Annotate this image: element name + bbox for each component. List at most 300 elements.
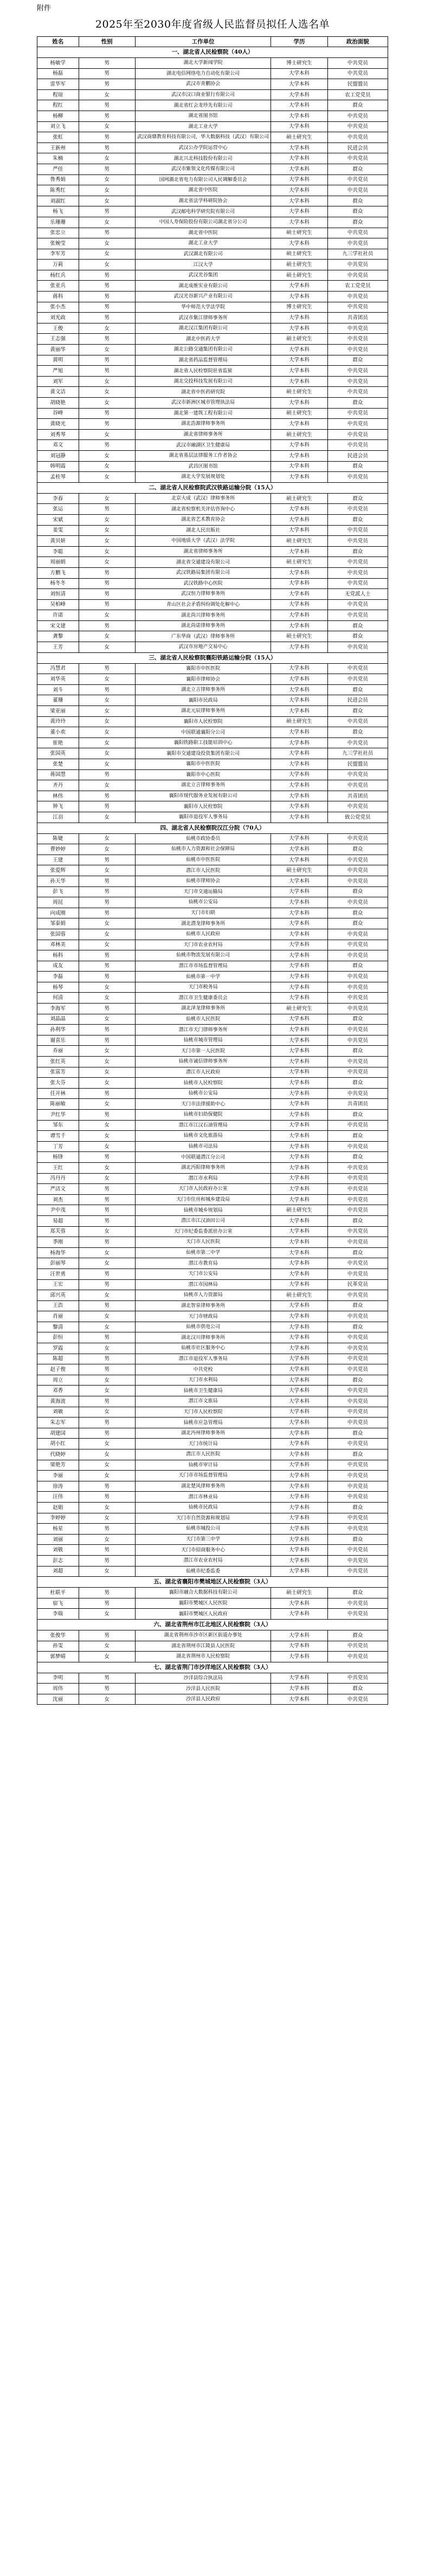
gender-cell: 男: [79, 68, 135, 79]
unit-cell: 襄阳市中心医院: [135, 769, 271, 780]
unit-cell: 湖北立言律师事务所: [135, 684, 271, 695]
gender-cell: 女: [79, 217, 135, 228]
gender-cell: 男: [79, 440, 135, 451]
unit-cell: 天门市公安局: [135, 1268, 271, 1279]
gender-cell: 男: [79, 281, 135, 292]
gender-cell: 男: [79, 143, 135, 153]
political-status-cell: 中共党员: [327, 1396, 388, 1407]
name-cell: 程红: [37, 100, 79, 111]
unit-cell: 潜江市江汉油田公司: [135, 1215, 271, 1226]
name-cell: 刘超: [37, 1566, 79, 1577]
gender-cell: 女: [79, 940, 135, 950]
political-status-cell: 民盟盟员: [327, 759, 388, 770]
education-cell: 大学本科: [271, 908, 327, 918]
name-cell: 周伟: [37, 1684, 79, 1694]
education-cell: 大学本科: [271, 727, 327, 738]
table-row: [37, 940, 388, 950]
name-cell: 张婉莹: [37, 238, 79, 249]
gender-cell: 女: [79, 631, 135, 642]
gender-cell: 女: [79, 345, 135, 355]
political-status-cell: 中共党员: [327, 1162, 388, 1173]
unit-cell: 潜江市园林局: [135, 1279, 271, 1290]
education-cell: 大学本科: [271, 196, 327, 206]
gender-cell: 男: [79, 228, 135, 238]
table-row: [37, 759, 388, 770]
table-row: [37, 249, 388, 260]
table-row: [37, 1598, 388, 1609]
unit-cell: 武汉铁路中心医院: [135, 578, 271, 589]
unit-cell: 中国地质大学（武汉）法学院: [135, 536, 271, 547]
name-cell: 刘立飞: [37, 121, 79, 132]
unit-cell: 武汉市汉口商业银行有限公司: [135, 89, 271, 100]
gender-cell: 女: [79, 185, 135, 196]
nominee-table: [37, 36, 388, 1705]
name-cell: 刘华英: [37, 674, 79, 685]
political-status-cell: 中共党员: [327, 865, 388, 876]
table-row: [37, 1247, 388, 1258]
table-row: [37, 1290, 388, 1301]
political-status-cell: 中共党员: [327, 1652, 388, 1662]
table-row: [37, 1088, 388, 1099]
table-row: [37, 302, 388, 313]
gender-cell: 女: [79, 472, 135, 483]
education-cell: 大学本科: [271, 174, 327, 185]
unit-cell: 襄阳市中医医院: [135, 663, 271, 674]
table-row: [37, 972, 388, 982]
unit-cell: 仙桃市妇幼保健院: [135, 1110, 271, 1121]
name-cell: 宋文建: [37, 620, 79, 631]
political-status-cell: 民进会员: [327, 450, 388, 461]
name-cell: 代晓婷: [37, 1449, 79, 1460]
unit-cell: 武汉湖北有限公司: [135, 249, 271, 260]
table-row: [37, 748, 388, 759]
table-row: [37, 270, 388, 281]
unit-cell: 仙桃市律师协会: [135, 876, 271, 886]
political-status-cell: 群众: [327, 620, 388, 631]
political-status-cell: 中共党员: [327, 228, 388, 238]
table-row: [37, 886, 388, 897]
name-cell: 黄晓光: [37, 419, 79, 430]
gender-cell: 女: [79, 1641, 135, 1652]
political-status-cell: 中共党员: [327, 1205, 388, 1216]
unit-cell: 湖北省艺术教育协会: [135, 514, 271, 525]
table-row: [37, 610, 388, 621]
name-cell: 严佳: [37, 164, 79, 174]
unit-cell: 仙桃市中医医院: [135, 855, 271, 865]
political-status-cell: 中共党员: [327, 567, 388, 578]
unit-cell: 湖北第一建筑工程有限公司: [135, 408, 271, 419]
education-cell: 大学本科: [271, 1354, 327, 1364]
education-cell: 大学本科: [271, 1088, 327, 1099]
name-cell: 尹红华: [37, 1110, 79, 1121]
name-cell: 刘斗: [37, 684, 79, 695]
gender-cell: 男: [79, 1110, 135, 1121]
political-status-cell: 群众: [327, 706, 388, 717]
table-row: [37, 1513, 388, 1524]
table-row: [37, 1162, 388, 1173]
unit-cell: 中国联通襄阳分公司: [135, 727, 271, 738]
education-cell: 硕士研究生: [271, 1588, 327, 1598]
gender-cell: 女: [79, 1141, 135, 1152]
name-cell: 张运: [37, 504, 79, 515]
political-status-cell: 中共党员: [327, 950, 388, 961]
education-cell: 大学本科: [271, 737, 327, 748]
gender-cell: 女: [79, 238, 135, 249]
unit-cell: 湖北汉江集团有限公司: [135, 323, 271, 334]
table-row: [37, 174, 388, 185]
name-cell: 汪世勇: [37, 1268, 79, 1279]
name-cell: 李婷婷: [37, 1513, 79, 1524]
education-cell: 大学本科: [271, 185, 327, 196]
political-status-cell: 中共党员: [327, 472, 388, 483]
unit-cell: 湖北楚风律师事务所: [135, 1481, 271, 1492]
table-row: [37, 1035, 388, 1046]
name-cell: 成友: [37, 961, 79, 972]
gender-cell: 男: [79, 292, 135, 302]
unit-cell: 湖北沔州律师事务所: [135, 1428, 271, 1439]
gender-cell: 男: [79, 599, 135, 610]
table-row: [37, 68, 388, 79]
unit-cell: 武汉市房地产交易中心: [135, 642, 271, 653]
political-status-cell: 中共党员: [327, 897, 388, 908]
unit-cell: 沙洋县综合执法局: [135, 1673, 271, 1684]
education-cell: 大学本科: [271, 844, 327, 855]
unit-cell: 湖北省荆州市沙市区新区街道办事处: [135, 1630, 271, 1641]
gender-cell: 男: [79, 567, 135, 578]
unit-cell: 潜江市水利局: [135, 1173, 271, 1184]
name-cell: 李聪: [37, 546, 79, 557]
education-cell: 大学本科: [271, 546, 327, 557]
education-cell: 大学本科: [271, 514, 327, 525]
unit-cell: 仙桃市供电公司: [135, 1322, 271, 1332]
education-cell: 大学本科: [271, 1057, 327, 1067]
name-cell: 张国英: [37, 748, 79, 759]
unit-cell: 襄阳市人民检察院: [135, 716, 271, 727]
gender-cell: 女: [79, 557, 135, 568]
name-cell: 邓香: [37, 1386, 79, 1396]
unit-cell: 仙桃市公安局: [135, 1088, 271, 1099]
name-cell: 李春: [37, 493, 79, 504]
political-status-cell: 中共党员: [327, 419, 388, 430]
name-cell: 刘敬: [37, 1545, 79, 1556]
name-cell: 张楚: [37, 759, 79, 770]
unit-cell: 中国人寿保险股份有限公司湖北省分公司: [135, 217, 271, 228]
name-cell: 李明: [37, 1673, 79, 1684]
gender-cell: 男: [79, 302, 135, 313]
education-cell: 大学本科: [271, 1194, 327, 1205]
unit-cell: 武汉商鼎教育科技有限公司，华大数据科技（武汉）有限公司: [135, 132, 271, 143]
gender-cell: 男: [79, 620, 135, 631]
table-row: [37, 780, 388, 791]
political-status-cell: 中共党员: [327, 1386, 388, 1396]
table-row: [37, 153, 388, 164]
table-row: [37, 472, 388, 483]
gender-cell: 女: [79, 716, 135, 727]
table-row: [37, 1502, 388, 1513]
unit-cell: 天门市纪委监委派驻办公室: [135, 1226, 271, 1237]
political-status-cell: 中共党员: [327, 1004, 388, 1014]
table-row: [37, 1237, 388, 1248]
education-cell: 大学本科: [271, 780, 327, 791]
unit-cell: 襄阳铁路职工技能培训中心: [135, 737, 271, 748]
table-row: [37, 132, 388, 143]
name-cell: 董珊: [37, 695, 79, 706]
political-status-cell: 群众: [327, 546, 388, 557]
education-cell: 大学本科: [271, 684, 327, 695]
education-cell: 大学本科: [271, 238, 327, 249]
unit-cell: 仙桃市应急管理局: [135, 1418, 271, 1428]
table-row: [37, 1354, 388, 1364]
gender-cell: 女: [79, 833, 135, 844]
education-cell: 大学本科: [271, 1141, 327, 1152]
unit-cell: 潜江市农业农村局: [135, 1555, 271, 1566]
table-row: [37, 557, 388, 568]
unit-cell: 天门市自然资源和规划局: [135, 1513, 271, 1524]
table-row: [37, 1004, 388, 1014]
unit-cell: 天门市妇联: [135, 908, 271, 918]
political-status-cell: 群众: [327, 1502, 388, 1513]
political-status-cell: 中共党员: [327, 174, 388, 185]
gender-cell: 女: [79, 1322, 135, 1332]
name-cell: 张虹: [37, 132, 79, 143]
political-status-cell: 群众: [327, 1215, 388, 1226]
political-status-cell: 中共党员: [327, 1120, 388, 1131]
gender-cell: 男: [79, 908, 135, 918]
name-cell: 杨琴: [37, 982, 79, 993]
name-cell: 陈丽敏: [37, 1099, 79, 1110]
unit-cell: 湖北汉川律师事务所: [135, 1332, 271, 1343]
name-cell: 易超: [37, 1215, 79, 1226]
unit-cell: 仙桃市审计局: [135, 1460, 271, 1471]
unit-cell: 潜江市人民政府: [135, 1067, 271, 1078]
table-row: [37, 121, 388, 132]
name-cell: 赵子俊: [37, 1364, 79, 1375]
section-header-row: [37, 1662, 388, 1673]
gender-cell: 男: [79, 270, 135, 281]
education-cell: 大学本科: [271, 897, 327, 908]
unit-cell: 仙桃市人力资源和社会保障局: [135, 844, 271, 855]
unit-cell: 潜江市市场监督管理局: [135, 961, 271, 972]
table-body: [37, 47, 388, 1705]
name-cell: 汪伟: [37, 1492, 79, 1503]
gender-cell: 女: [79, 1449, 135, 1460]
name-cell: 李丽: [37, 1471, 79, 1481]
political-status-cell: 农工党党员: [327, 89, 388, 100]
education-cell: 大学本科: [271, 366, 327, 377]
name-cell: 周昆: [37, 897, 79, 908]
education-cell: 硕士研究生: [271, 260, 327, 270]
education-cell: 大学本科: [271, 1120, 327, 1131]
gender-cell: 男: [79, 1237, 135, 1248]
table-row: [37, 196, 388, 206]
unit-cell: 天门市税务局: [135, 982, 271, 993]
unit-cell: 武汉市紫江律师事务所: [135, 313, 271, 323]
name-cell: 彭飞: [37, 886, 79, 897]
education-cell: 大学本科: [271, 918, 327, 929]
gender-cell: 女: [79, 993, 135, 1004]
gender-cell: 男: [79, 578, 135, 589]
table-row: [37, 929, 388, 940]
name-cell: 许诺: [37, 610, 79, 621]
gender-cell: 女: [79, 759, 135, 770]
education-cell: 大学本科: [271, 801, 327, 812]
gender-cell: 男: [79, 1025, 135, 1035]
table-row: [37, 1492, 388, 1503]
education-cell: 大学本科: [271, 929, 327, 940]
name-cell: 杨海华: [37, 1247, 79, 1258]
table-row: [37, 695, 388, 706]
education-cell: 大学本科: [271, 1460, 327, 1471]
political-status-cell: 中共党员: [327, 1141, 388, 1152]
education-cell: 博士研究生: [271, 302, 327, 313]
unit-cell: 武汉铁路局集团有限公司: [135, 567, 271, 578]
name-cell: 张富芳: [37, 1067, 79, 1078]
table-row: [37, 812, 388, 823]
table-row: [37, 727, 388, 738]
gender-cell: 男: [79, 1279, 135, 1290]
gender-cell: 女: [79, 737, 135, 748]
table-row: [37, 1449, 388, 1460]
unit-cell: 湖北元辰律师事务所: [135, 706, 271, 717]
unit-cell: 武汉恒力律师事务所: [135, 589, 271, 600]
gender-cell: 女: [79, 918, 135, 929]
header-unit: 工作单位: [135, 37, 271, 47]
table-row: [37, 674, 388, 685]
table-row: [37, 833, 388, 844]
name-cell: 黎清: [37, 1322, 79, 1332]
gender-cell: 女: [79, 1290, 135, 1301]
table-row: [37, 950, 388, 961]
gender-cell: 男: [79, 791, 135, 801]
education-cell: 硕士研究生: [271, 429, 327, 440]
name-cell: 孙天华: [37, 876, 79, 886]
unit-cell: 湖北兴北科技股份有限公司: [135, 153, 271, 164]
unit-cell: 仙桃市第一中学: [135, 972, 271, 982]
political-status-cell: 中共党员: [327, 536, 388, 547]
political-status-cell: 中共党员: [327, 801, 388, 812]
gender-cell: 女: [79, 461, 135, 472]
political-status-cell: 致公党党员: [327, 812, 388, 823]
unit-cell: 天门市水利局: [135, 1375, 271, 1386]
name-cell: 严洁文: [37, 1184, 79, 1195]
gender-cell: 女: [79, 695, 135, 706]
political-status-cell: 农工党党员: [327, 281, 388, 292]
unit-cell: 湖北省检察机关评估咨询中心: [135, 504, 271, 515]
table-row: [37, 1046, 388, 1057]
table-row: [37, 620, 388, 631]
education-cell: 大学本科: [271, 100, 327, 111]
political-status-cell: 群众: [327, 1428, 388, 1439]
name-cell: 彭恒: [37, 1332, 79, 1343]
table-row: [37, 1194, 388, 1205]
table-row: [37, 1524, 388, 1535]
unit-cell: 仙桃市人民医院: [135, 1014, 271, 1025]
gender-cell: 女: [79, 1099, 135, 1110]
unit-cell: 仙桃市公安局: [135, 897, 271, 908]
unit-cell: 仙桃市卫生健康局: [135, 1386, 271, 1396]
unit-cell: 天门市财政局: [135, 1311, 271, 1322]
education-cell: 大学本科: [271, 1162, 327, 1173]
gender-cell: 女: [79, 1162, 135, 1173]
name-cell: 刘杰: [37, 1194, 79, 1205]
education-cell: 大学本科: [271, 355, 327, 366]
gender-cell: 男: [79, 897, 135, 908]
name-cell: 杨红兵: [37, 270, 79, 281]
political-status-cell: 中共党员: [327, 557, 388, 568]
table-row: [37, 578, 388, 589]
unit-cell: 湖北省中医院: [135, 228, 271, 238]
gender-cell: 男: [79, 419, 135, 430]
political-status-cell: 中共党员: [327, 366, 388, 377]
table-row: [37, 1481, 388, 1492]
gender-cell: 女: [79, 1439, 135, 1449]
political-status-cell: 群众: [327, 918, 388, 929]
table-row: [37, 801, 388, 812]
political-status-cell: 中共党员: [327, 1025, 388, 1035]
name-cell: 王新州: [37, 143, 79, 153]
gender-cell: 男: [79, 1088, 135, 1099]
political-status-cell: 群众: [327, 961, 388, 972]
education-cell: 大学本科: [271, 1332, 327, 1343]
political-status-cell: 中共党员: [327, 716, 388, 727]
political-status-cell: 中共党员: [327, 504, 388, 515]
education-cell: 大学本科: [271, 1184, 327, 1195]
name-cell: 沈丽: [37, 1694, 79, 1705]
political-status-cell: 中共党员: [327, 1258, 388, 1269]
political-status-cell: 无党派人士: [327, 589, 388, 600]
gender-cell: 女: [79, 1311, 135, 1322]
table-row: [37, 1566, 388, 1577]
education-cell: 大学本科: [271, 567, 327, 578]
gender-cell: 女: [79, 121, 135, 132]
education-cell: 大学本科: [271, 1492, 327, 1503]
name-cell: 任开林: [37, 1088, 79, 1099]
name-cell: 徐涛: [37, 1481, 79, 1492]
section-title: 一、湖北省人民检察院（40人）: [37, 47, 388, 58]
gender-cell: 男: [79, 111, 135, 121]
unit-cell: 仙桃市城市管理局: [135, 1035, 271, 1046]
gender-cell: 女: [79, 89, 135, 100]
gender-cell: 女: [79, 1407, 135, 1418]
education-cell: 大学本科: [271, 642, 327, 653]
unit-cell: 襄阳市人民检察院: [135, 801, 271, 812]
name-cell: 张红英: [37, 1057, 79, 1067]
political-status-cell: 中共党员: [327, 1173, 388, 1184]
political-status-cell: 群众: [327, 844, 388, 855]
document-title: 2025年至2030年度省级人民监督员拟任人选名单: [95, 18, 330, 30]
table-row: [37, 546, 388, 557]
name-cell: 孙利华: [37, 1025, 79, 1035]
political-status-cell: 九三学社社员: [327, 249, 388, 260]
gender-cell: 女: [79, 982, 135, 993]
section-header-row: [37, 823, 388, 833]
political-status-cell: 中共党员: [327, 1598, 388, 1609]
table-row: [37, 228, 388, 238]
table-row: [37, 684, 388, 695]
gender-cell: 女: [79, 1502, 135, 1513]
unit-cell: 湖北沔阳律师事务所: [135, 1162, 271, 1173]
unit-cell: 天门市统计局: [135, 1439, 271, 1449]
political-status-cell: 共青团员: [327, 313, 388, 323]
gender-cell: 男: [79, 1418, 135, 1428]
gender-cell: 女: [79, 844, 135, 855]
political-status-cell: 中共党员: [327, 345, 388, 355]
name-cell: 胡建国: [37, 1428, 79, 1439]
name-cell: 王俊: [37, 323, 79, 334]
gender-cell: 女: [79, 387, 135, 398]
education-cell: 大学本科: [271, 1035, 327, 1046]
gender-cell: 男: [79, 1364, 135, 1375]
